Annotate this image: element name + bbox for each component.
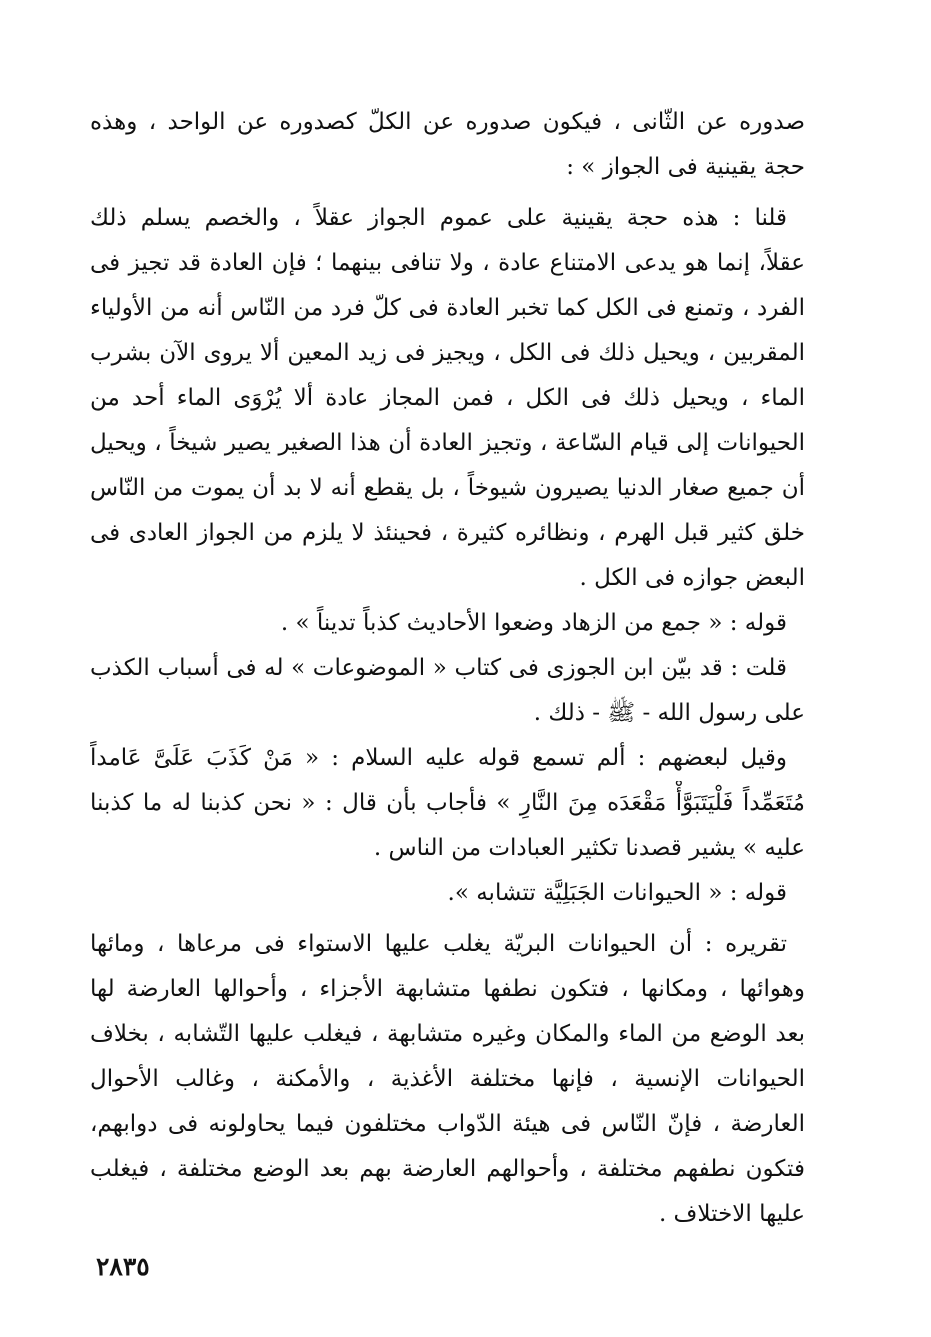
text-line: بعد الوضع من الماء والمكان وغيره متشابهة ، فيغلب عليها التّشابه ، بخلاف (90, 1021, 805, 1047)
text-line: المقربين ، ويحيل ذلك فى الكل ، ويجيز فى زيد المعين ألا يروى الآن بشرب (90, 340, 805, 366)
text-line: قلنا : هذه حجة يقينية على عموم الجواز عقلاً ، والخصم يسلم ذلك (90, 205, 787, 231)
text-line: عليه » يشير قصدنا تكثير العبادات من الناس . (373, 835, 805, 861)
paragraph-qulna (90, 196, 805, 601)
paragraph-qultu (90, 646, 805, 736)
text-line: وقيل لبعضهم : ألم تسمع قوله عليه السلام : « مَنْ كَذَبَ عَلَىَّ عَامداً (90, 745, 787, 771)
paragraph-continuation (90, 100, 805, 190)
text-line: أن جميع صغار الدنيا يصيرون شيوخاً ، بل يقطع أنه لا بد أن يموت من النّاس (90, 475, 805, 501)
text-line: الحيوانات إلى قيام السّاعة ، وتجيز العادة أن هذا الصغير يصير شيخاً ، ويحيل (90, 430, 805, 456)
paragraph-qawluhu-hayawanat (90, 871, 805, 916)
text-line: تقريره : أن الحيوانات البريّة يغلب عليها الاستواء فى مرعاها ، ومائها (90, 931, 787, 957)
text-line: حجة يقينية فى الجواز » : (566, 154, 805, 180)
text-line: عليها الاختلاف . (658, 1201, 805, 1227)
text-line: خلق كثير قبل الهرم ، ونظائره كثيرة ، فحينئذ لا يلزم من الجواز العادى فى (90, 520, 805, 546)
text-line: البعض جوازه فى الكل . (579, 565, 805, 591)
paragraph-taqriruhu (90, 922, 805, 1237)
paragraph-qawluhu-zuhhad (90, 601, 805, 646)
text-line: قوله : « جمع من الزهاد وضعوا الأحاديث كذباً تديناً » . (280, 610, 787, 636)
document-body (90, 100, 805, 1237)
text-line: فتكون نطفهم مختلفة ، وأحوالهم العارضة بهم بعد الوضع مختلفة ، فيغلب (90, 1156, 805, 1182)
text-line: على رسول الله - ﷺ - ذلك . (533, 700, 805, 726)
text-line: الماء ، ويحيل ذلك فى الكل ، فمن المجاز عادة ألا يُرْوَى الماء أحد من (90, 385, 805, 411)
text-line: عقلاً، إنما هو يدعى الامتناع عادة ، ولا تنافى بينهما ؛ فإن العادة قد تجيز فى (90, 250, 805, 276)
paragraph-wa-qila (90, 736, 805, 871)
text-line: العارضة ، فإنّ النّاس فى هيئة الدّواب مختلفون فيما يحاولونه فى دوابهم، (90, 1111, 805, 1137)
text-line: الفرد ، وتمنع فى الكل كما تخبر العادة فى كلّ فرد من النّاس أنه من الأولياء (90, 295, 805, 321)
text-line: قلت : قد بيّن ابن الجوزى فى كتاب « الموضوعات » له فى أسباب الكذب (90, 655, 787, 681)
text-line: قوله : « الحيوانات الجَبَلِيَّة تتشابه ». (447, 880, 787, 906)
text-line: وهوائها ، ومكانها ، فتكون نطفها متشابهة الأجزاء ، وأحوالها العارضة لها (90, 976, 805, 1002)
text-line: الحيوانات الإنسية ، فإنها مختلفة الأغذية ، والأمكنة ، وغالب الأحوال (90, 1066, 805, 1092)
page-number: ٢٨٣٥ (96, 1252, 150, 1281)
text-line: صدوره عن الثّانى ، فيكون صدوره عن الكلّ كصدوره عن الواحد ، وهذه (90, 109, 805, 135)
text-line: مُتَعَمِّداً فَلْيَتَبَوَّأْ مَقْعَدَه مِنَ النَّارِ » فأجاب بأن قال : « نحن كذبنا له ما كذبنا (90, 790, 805, 816)
